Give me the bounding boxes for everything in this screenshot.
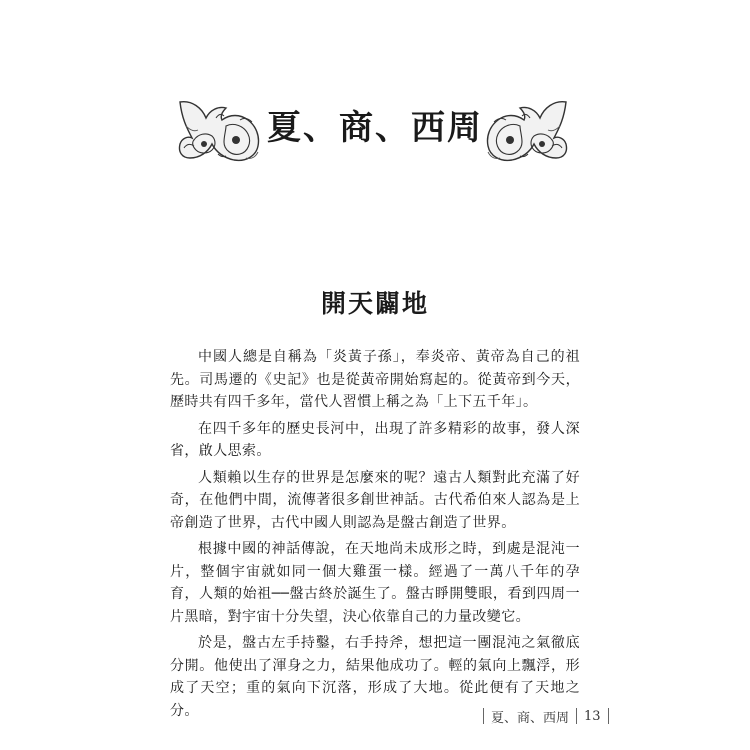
paragraph: 於是，盤古左手持鑿，右手持斧，想把這一團混沌之氣徹底分開。他使出了渾身之力，結果他成功了。輕的氣向上飄浮，形成了天空；重的氣向下沉落，形成了大地。從此便有了天地之分。 [170, 635, 580, 719]
footer-divider [483, 708, 484, 724]
section-title: 開天闢地 [320, 289, 429, 318]
body-text [170, 346, 580, 726]
footer-divider [576, 708, 577, 724]
paragraph: 中國人總是自稱為「炎黃子孫」，奉炎帝、黃帝為自己的祖先。司馬遷的《史記》也是從黃帝開始寫起的。從黃帝到今天，歷時共有四千多年，當代人習慣上稱之為「上下五千年」。 [170, 349, 580, 410]
paragraph: 根據中國的神話傳說，在天地尚未成形之時，到處是混沌一片，整個宇宙就如同一個大雞蛋一樣。經過了一萬八千年的孕育，人類的始祖──盤古終於誕生了。盤古睜開雙眼，看到四周一片黑暗，對宇宙十分失望，決心依靠自己的力量改變它。 [170, 541, 580, 625]
chapter-header [0, 92, 750, 172]
paragraph: 在四千多年的歷史長河中，出現了許多精彩的故事，發人深省，啟人思索。 [170, 420, 580, 459]
paragraph: 人類賴以生存的世界是怎麼來的呢？遠古人類對此充滿了好奇，在他們中間，流傳著很多創世神話。古代希伯來人認為是上帝創造了世界，古代中國人則認為是盤古創造了世界。 [170, 469, 580, 531]
running-title: 夏、商、西周 [491, 710, 570, 726]
footer-divider [608, 708, 609, 724]
chapter-title: 夏、商、西周 [267, 108, 483, 148]
page-number: 13 [584, 708, 601, 724]
dragon-ornament-icon [482, 96, 570, 166]
page-footer [476, 706, 616, 726]
